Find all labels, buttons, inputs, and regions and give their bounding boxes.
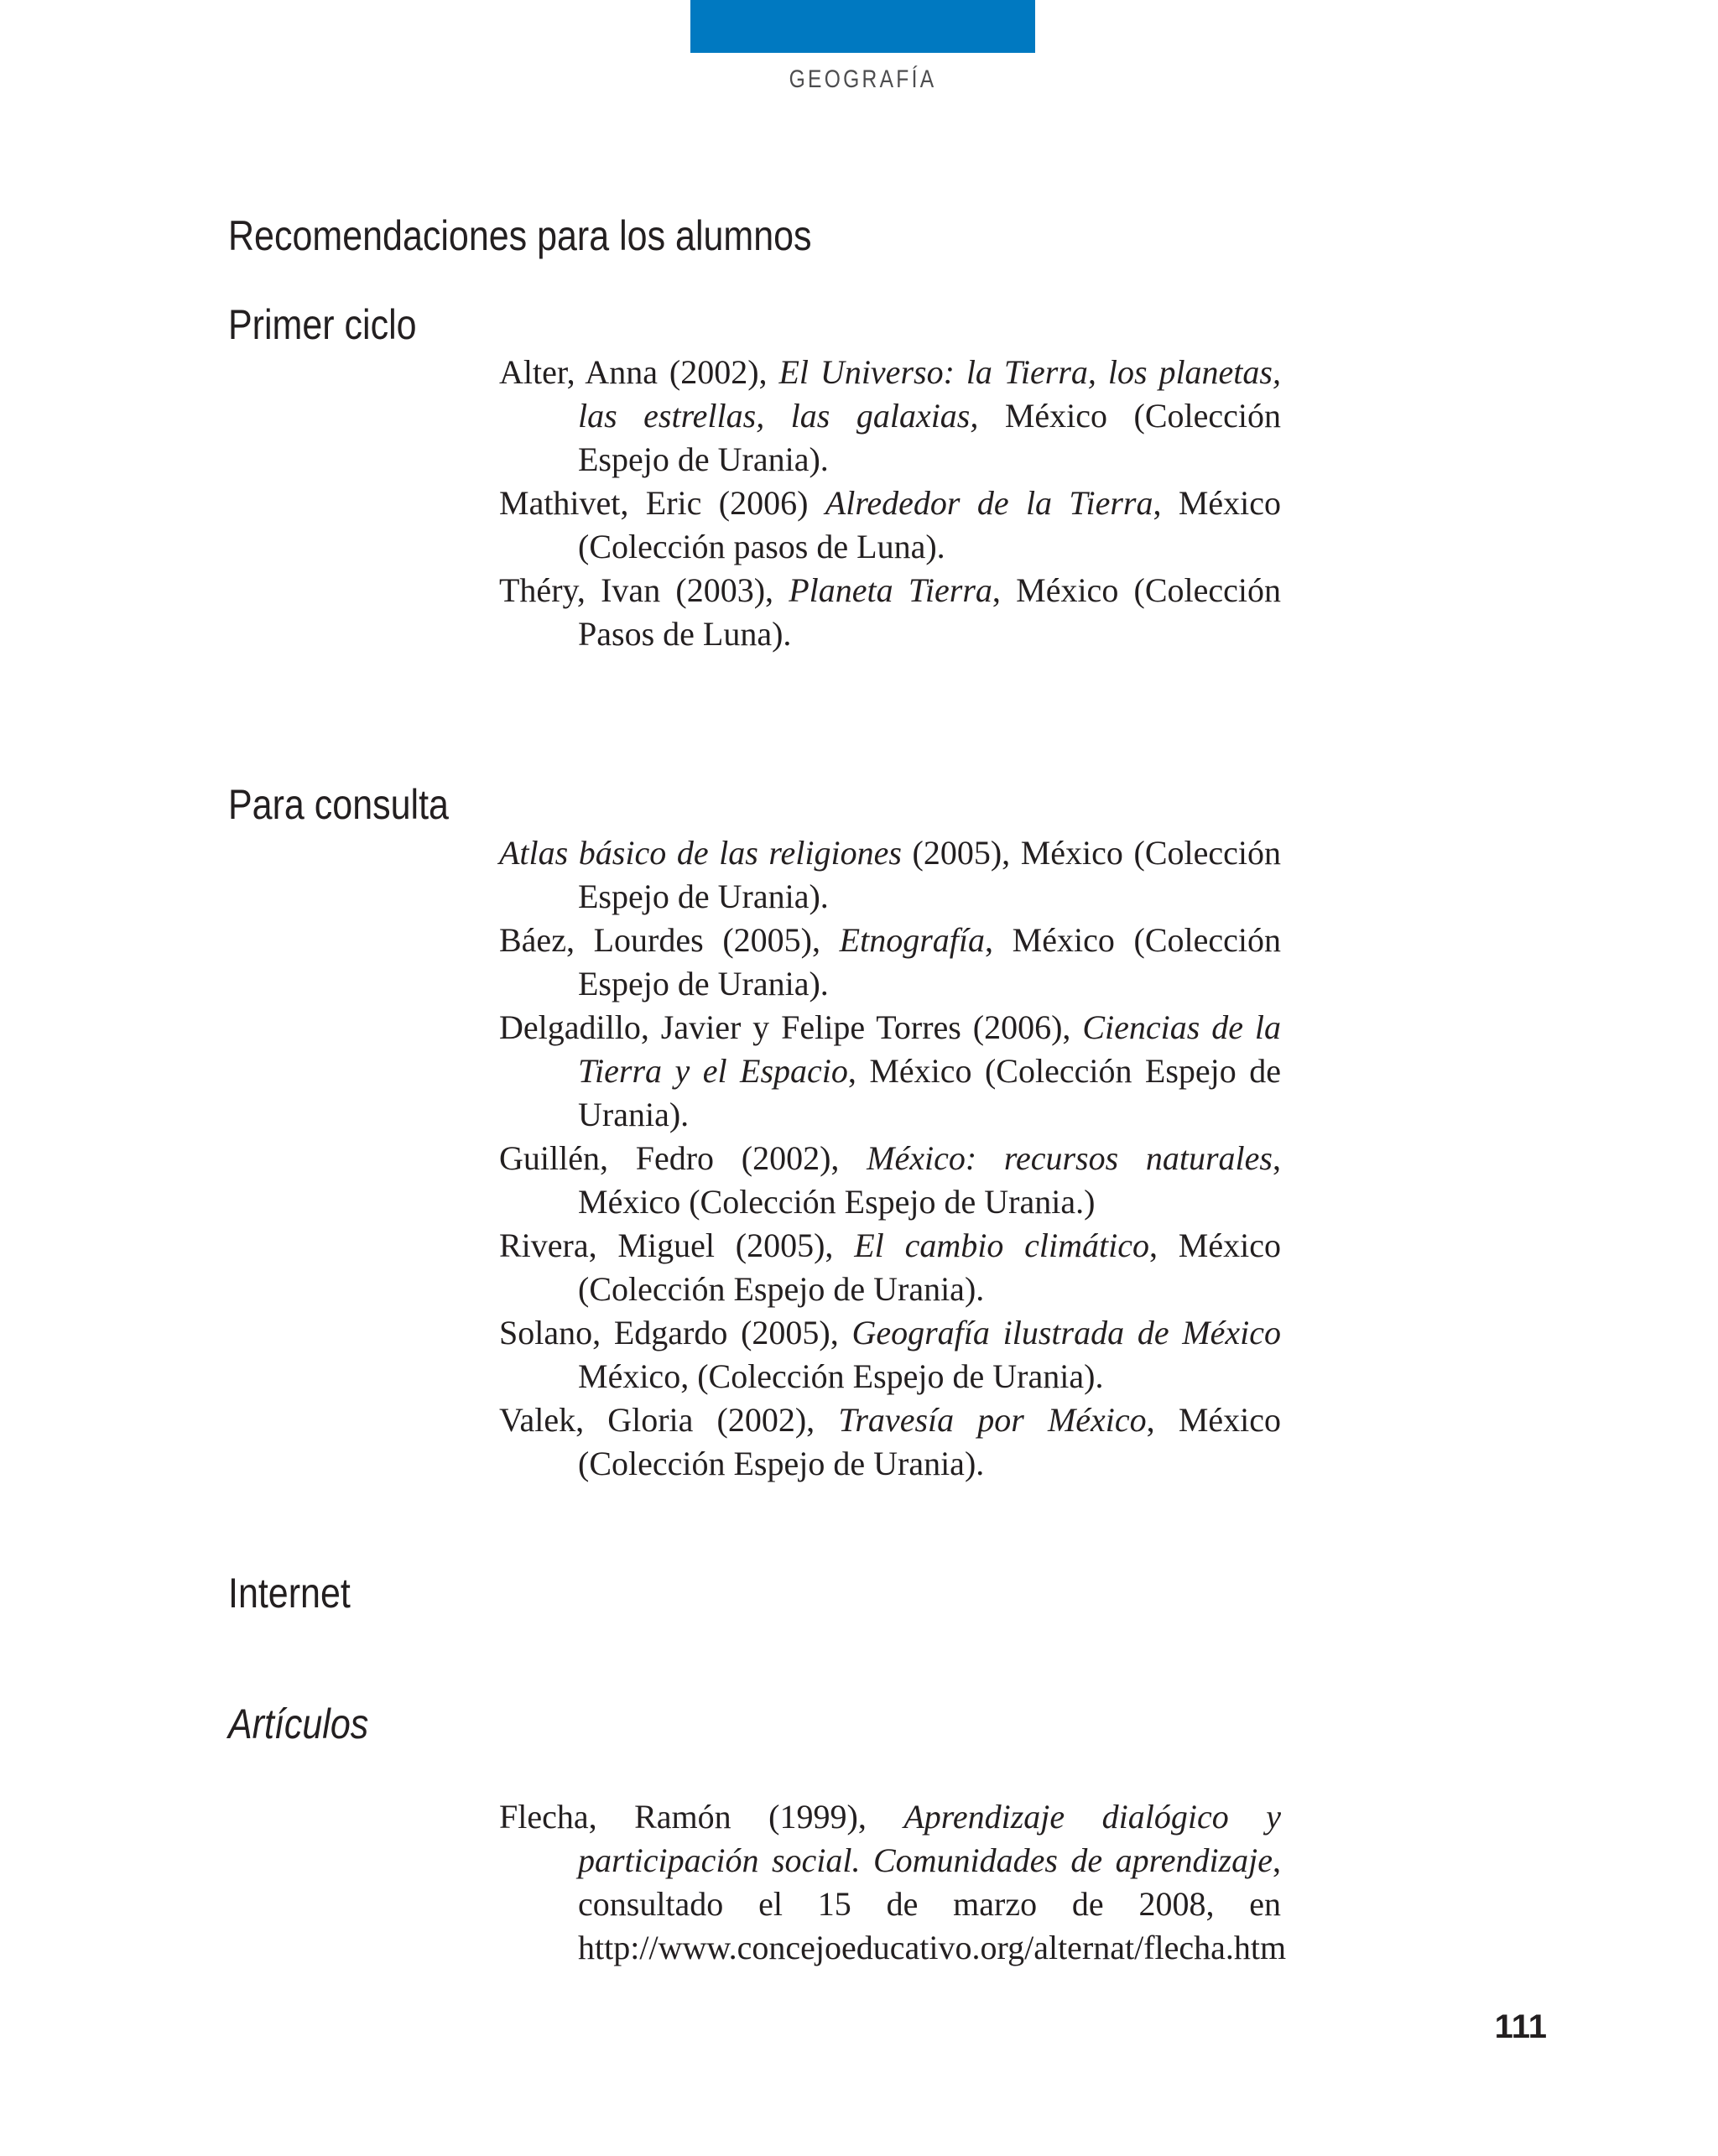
page-number: 111: [1494, 2008, 1547, 2045]
reference-title: El cambio climático: [854, 1226, 1149, 1264]
running-head: GEOGRAFÍA: [789, 65, 937, 93]
reference-item: Valek, Gloria (2002), Travesía por México, México (Colección Espejo de Urania).: [499, 1401, 1281, 1482]
reference-item: Alter, Anna (2002), El Universo: la Tierra, los planetas, las estrellas, las galaxias, México (Colección Espejo de Urania).: [499, 353, 1281, 478]
page-title: Recomendaciones para los alumnos: [228, 212, 812, 259]
reference-item: Théry, Ivan (2003), Planeta Tierra, México (Colección Pasos de Luna).: [499, 571, 1282, 653]
reference-title: Ciencias de la Tierra y el Espacio: [578, 1008, 1281, 1090]
reference-list-articulos: [499, 1795, 1287, 1970]
reference-item: Báez, Lourdes (2005), Etnografía, México (Colección Espejo de Urania).: [499, 921, 1282, 1002]
reference-item: Guillén, Fedro (2002), México: recursos naturales, México (Colección Espejo de Urania.): [499, 1139, 1281, 1221]
reference-title: Planeta Tierra: [789, 571, 992, 609]
reference-item: Mathivet, Eric (2006) Alrededor de la Tierra, México (Colección pasos de Luna).: [499, 484, 1281, 565]
section-heading-internet: Internet: [228, 1570, 351, 1617]
reference-title: Aprendizaje dialógico y participación social. Comunidades de aprendizaje: [578, 1798, 1281, 1879]
reference-title: Travesía por México: [838, 1401, 1147, 1439]
reference-item: Solano, Edgardo (2005), Geografía ilustrada de México México, (Colección Espejo de Urania).: [499, 1314, 1281, 1395]
reference-title: Atlas básico de las religiones: [499, 834, 902, 872]
header-color-bar: [690, 0, 1035, 53]
section-heading-articulos: Artículos: [228, 1700, 369, 1747]
reference-item: Rivera, Miguel (2005), El cambio climático, México (Colección Espejo de Urania).: [499, 1226, 1281, 1308]
reference-list-para-consulta: [499, 831, 1281, 1486]
reference-title: Geografía ilustrada de México: [851, 1314, 1281, 1351]
reference-title: México: recursos naturales: [867, 1139, 1273, 1177]
reference-list-primer-ciclo: [499, 351, 1281, 656]
reference-title: El Universo: la Tierra, los planetas, las estrellas, las galaxias,: [578, 353, 1281, 435]
section-heading-primer-ciclo: Primer ciclo: [228, 301, 417, 348]
reference-title: Etnografía: [839, 921, 985, 959]
reference-title: Alrededor de la Tierra: [825, 484, 1153, 522]
reference-item: Atlas básico de las religiones (2005), México (Colección Espejo de Urania).: [499, 834, 1281, 915]
section-heading-para-consulta: Para consulta: [228, 781, 449, 828]
reference-item: Flecha, Ramón (1999), Aprendizaje dialógico y participación social. Comunidades de aprendizaje, consultado el 15 de marzo de 2008, en http://www.concejoeducativo.org/alternat/flecha.htm: [499, 1798, 1287, 1966]
reference-item: Delgadillo, Javier y Felipe Torres (2006), Ciencias de la Tierra y el Espacio, México (Colección Espejo de Urania).: [499, 1008, 1281, 1133]
